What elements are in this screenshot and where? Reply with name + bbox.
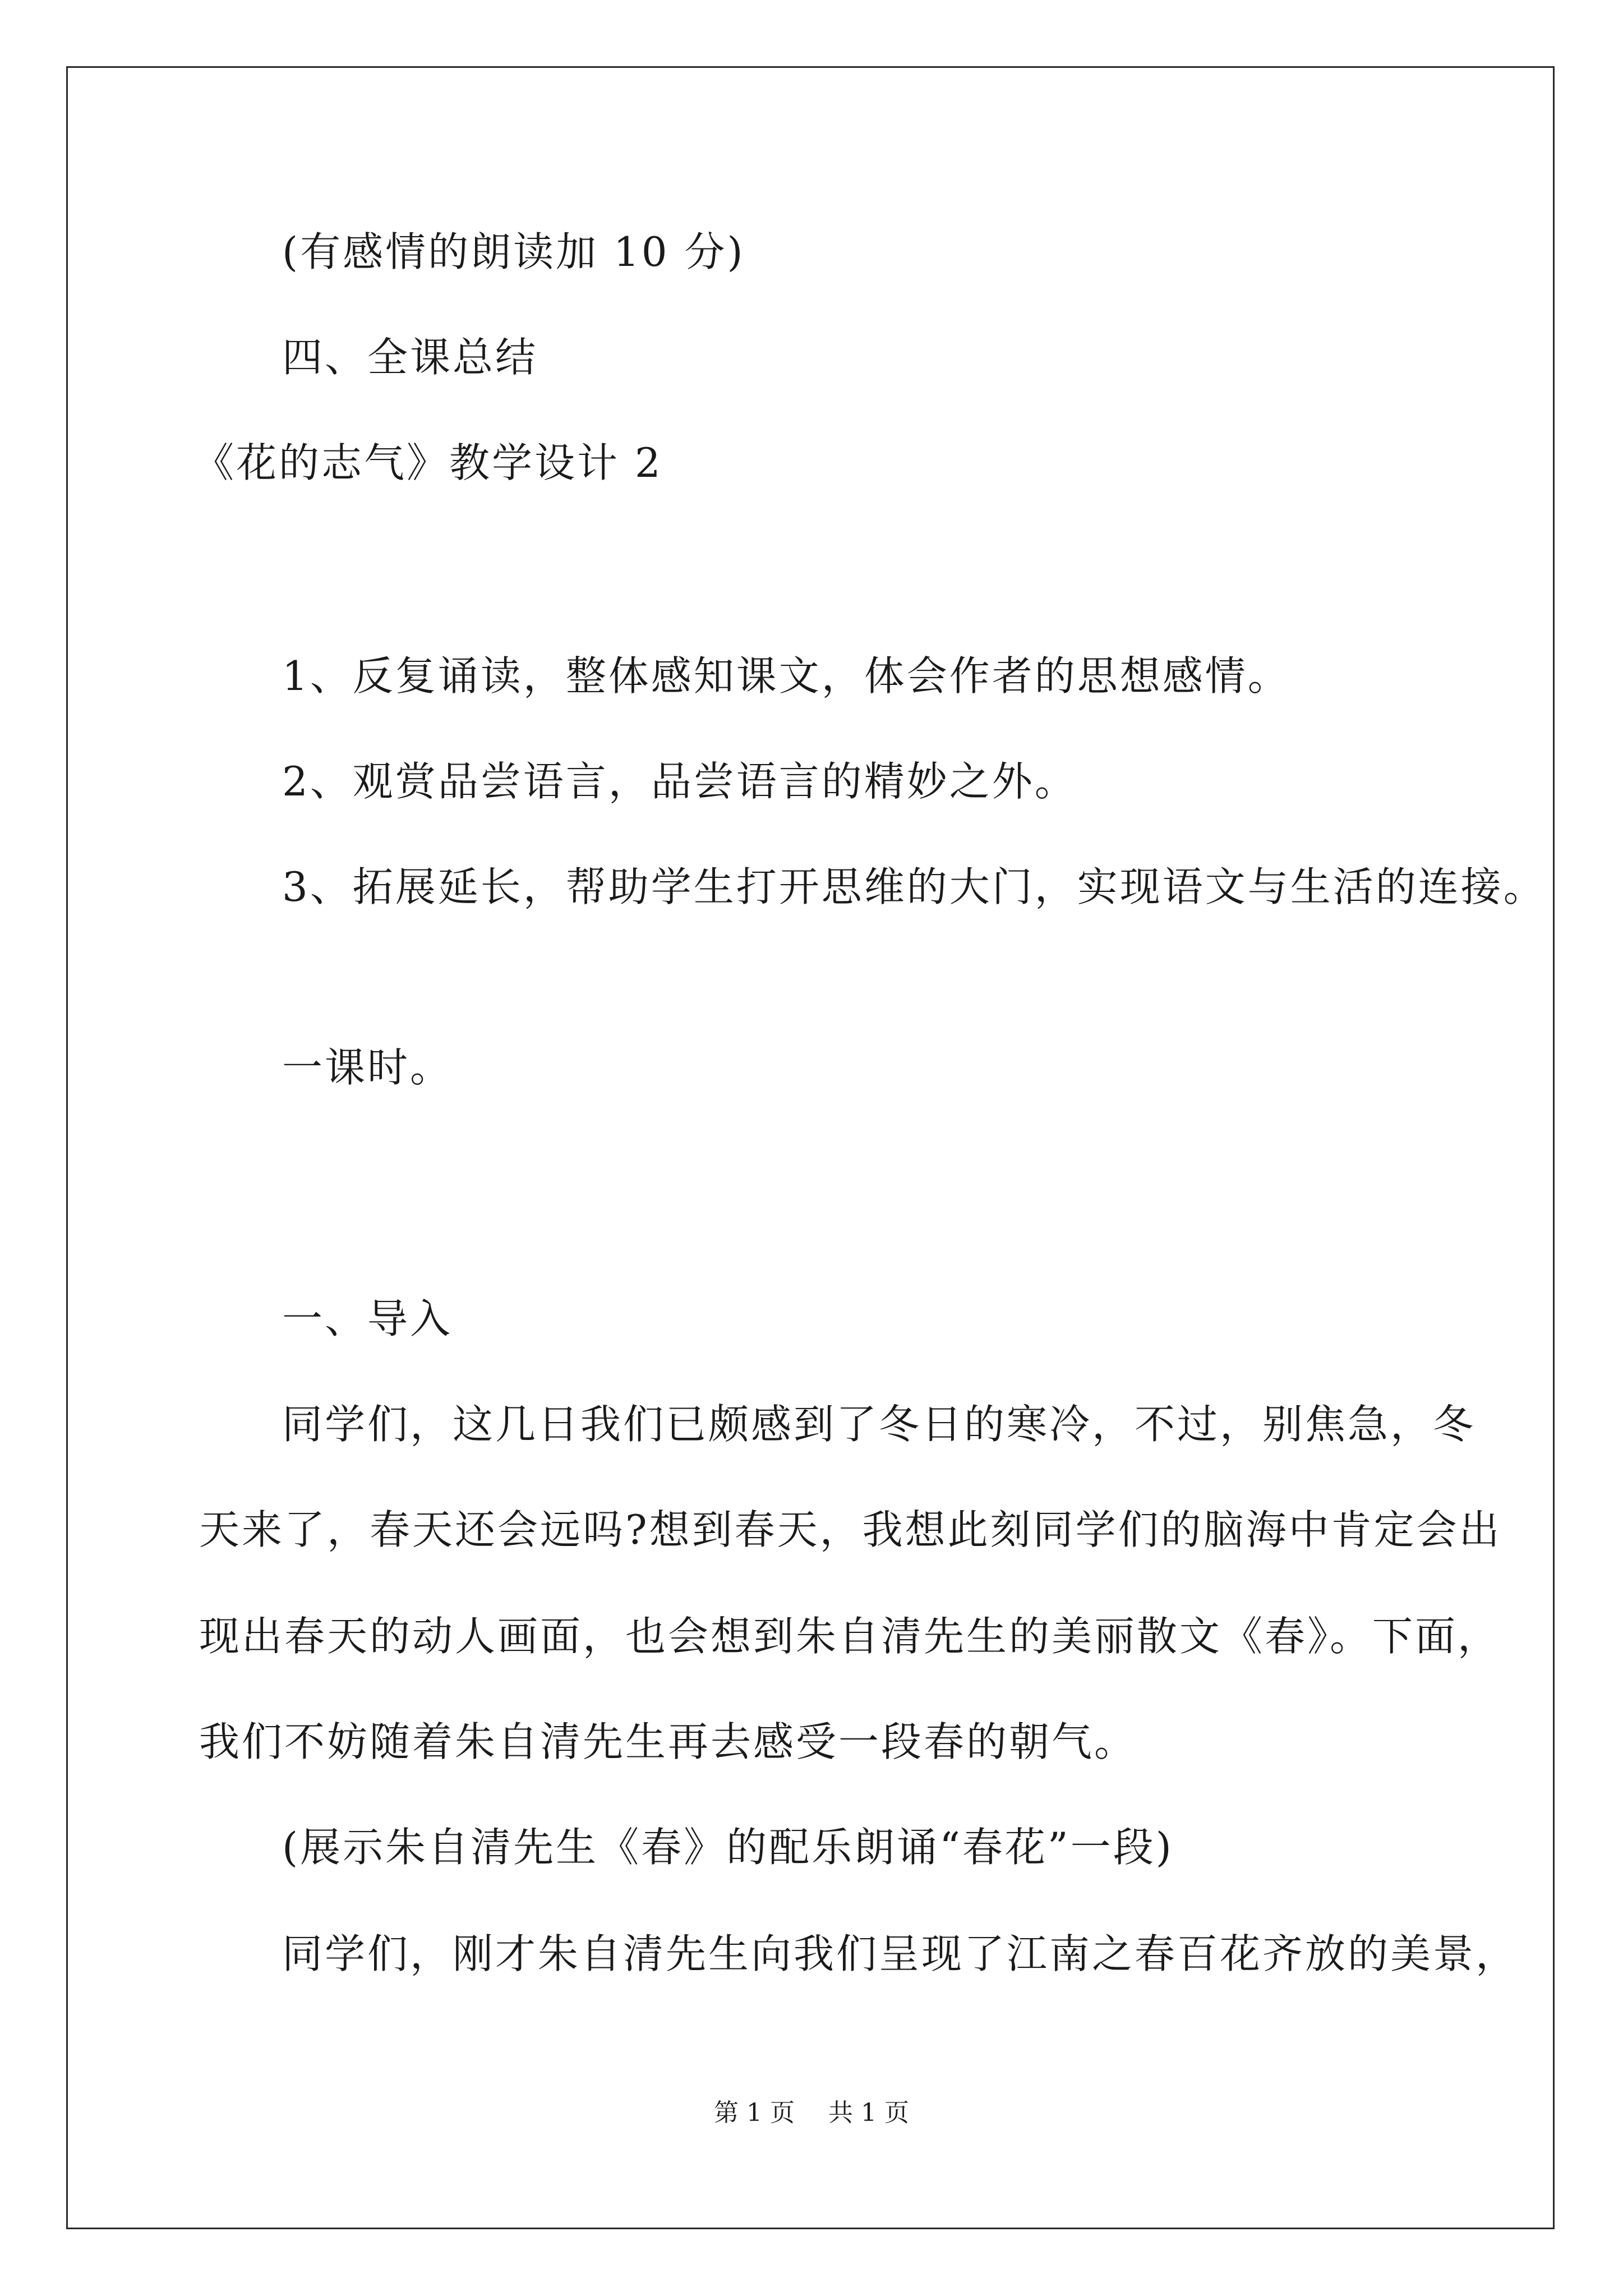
page-border — [66, 66, 1555, 2229]
paragraph-line: 一课时。 — [282, 1044, 453, 1091]
page-number: 第 1 页 — [714, 2099, 795, 2127]
paragraph-line: (展示朱自清先生《春》的配乐朗诵“春花”一段) — [282, 1824, 1174, 1871]
section-heading: 四、全课总结 — [282, 334, 538, 381]
objective-item: 2、观赏品尝语言，品尝语言的精妙之外。 — [282, 758, 1077, 805]
paragraph-line: 我们不妨随着朱自清先生再去感受一段春的朝气。 — [199, 1718, 1137, 1765]
section-heading: 一、导入 — [282, 1295, 453, 1342]
page-footer — [0, 2101, 1623, 2125]
objective-item: 1、反复诵读，整体感知课文，体会作者的思想感情。 — [282, 652, 1290, 700]
paragraph-line: 现出春天的动人画面，也会想到朱自清先生的美丽散文《春》。下面， — [199, 1613, 1501, 1660]
paragraph-line: 天来了，春天还会远吗?想到春天，我想此刻同学们的脑海中肯定会出 — [199, 1506, 1502, 1553]
document-title: 《花的志气》教学设计 2 — [193, 439, 663, 486]
page-total: 共 1 页 — [828, 2099, 909, 2127]
paragraph-line: 同学们，这几日我们已颇感到了冬日的寒冷，不过，别焦急，冬 — [282, 1401, 1476, 1448]
paragraph-line: (有感情的朗读加 10 分) — [282, 228, 745, 275]
objective-item: 3、拓展延长，帮助学生打开思维的大门，实现语文与生活的连接。 — [282, 863, 1546, 910]
paragraph-line: 同学们，刚才朱自清先生向我们呈现了江南之春百花齐放的美景， — [282, 1930, 1519, 1977]
